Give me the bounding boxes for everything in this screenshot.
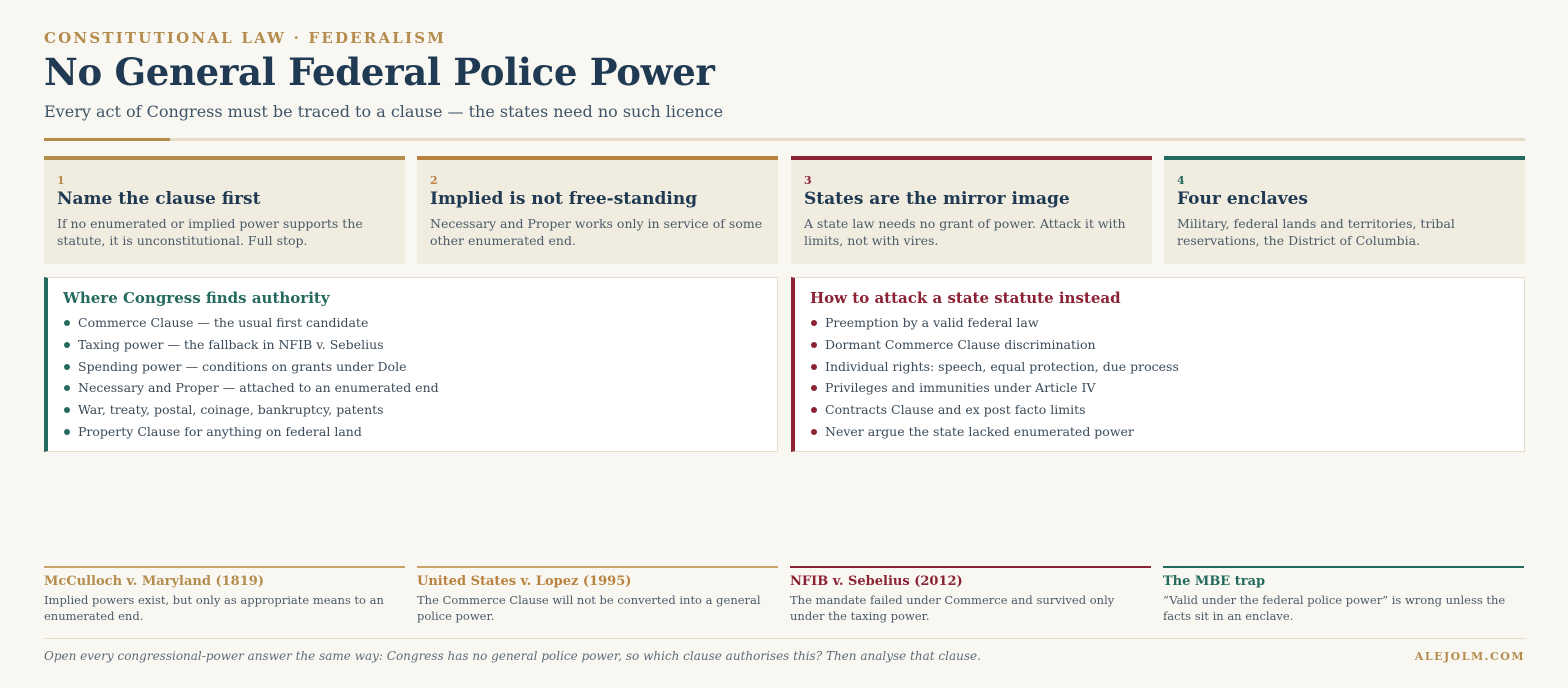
case-body: Implied powers exist, but only as appropriate means to an enumerated end. xyxy=(44,593,384,623)
card-accent-bar xyxy=(44,156,405,160)
page-title: No General Federal Police Power xyxy=(44,50,715,94)
case-mcculloch xyxy=(44,566,405,628)
list-item-text: Dormant Commerce Clause discrimination xyxy=(825,336,1096,352)
case-body: “Valid under the federal police power” is wrong unless the facts sit in an enclave. xyxy=(1163,593,1506,623)
congress-authority-list xyxy=(63,312,762,443)
case-title: United States v. Lopez (1995) xyxy=(417,574,632,589)
card-states-mirror xyxy=(791,156,1152,264)
card-title: Implied is not free-standing xyxy=(430,189,698,209)
case-rule xyxy=(417,566,778,568)
case-lopez xyxy=(417,566,778,628)
card-title: States are the mirror image xyxy=(804,189,1070,209)
list-item-text: Property Clause for anything on federal land xyxy=(78,423,362,439)
principle-cards xyxy=(44,156,1525,264)
card-name-clause xyxy=(44,156,405,264)
bullet-icon xyxy=(811,320,817,326)
list-item-text: Spending power — conditions on grants under Dole xyxy=(78,358,407,374)
list-item xyxy=(810,377,1509,399)
card-body: If no enumerated or implied power supports the statute, it is unconstitutional. Full stop. xyxy=(57,216,363,248)
case-mbe-trap xyxy=(1163,566,1524,628)
case-rule xyxy=(1163,566,1524,568)
bullet-icon xyxy=(811,407,817,413)
bullet-icon xyxy=(811,385,817,391)
list-item xyxy=(63,334,762,356)
bullet-icon xyxy=(64,429,70,435)
card-number: 3 xyxy=(804,174,812,187)
list-item xyxy=(63,399,762,421)
list-item xyxy=(810,312,1509,334)
panel-title: How to attack a state statute instead xyxy=(810,289,1121,307)
list-item xyxy=(810,356,1509,378)
list-item-text: Never argue the state lacked enumerated power xyxy=(825,423,1134,439)
footer-note: Open every congressional-power answer the same way: Congress has no general police power, so which clause authorises this? Then analyse that clause. xyxy=(44,649,981,663)
case-title: NFIB v. Sebelius (2012) xyxy=(790,574,963,589)
list-item-text: War, treaty, postal, coinage, bankruptcy, patents xyxy=(78,402,384,418)
list-item xyxy=(810,421,1509,443)
page xyxy=(44,0,1525,688)
list-item-text: Preemption by a valid federal law xyxy=(825,315,1039,330)
list-item xyxy=(63,312,762,334)
card-number: 1 xyxy=(57,174,65,187)
header-rule-accent xyxy=(44,138,170,141)
card-enclaves xyxy=(1164,156,1525,264)
list-item xyxy=(810,399,1509,421)
case-nfib xyxy=(790,566,1151,628)
list-item-text: Taxing power — the fallback in NFIB v. Sebelius xyxy=(78,336,384,352)
congress-authority-panel xyxy=(44,277,778,452)
list-item xyxy=(810,334,1509,356)
list-item-text: Commerce Clause — the usual first candidate xyxy=(78,315,369,330)
case-strip xyxy=(44,566,1525,628)
card-title: Name the clause first xyxy=(57,189,261,209)
list-item-text: Necessary and Proper — attached to an enumerated end xyxy=(78,380,439,396)
bullet-icon xyxy=(811,342,817,348)
state-statute-panel xyxy=(791,277,1525,452)
card-number: 4 xyxy=(1177,174,1185,187)
bullet-icon xyxy=(64,364,70,370)
case-title: McCulloch v. Maryland (1819) xyxy=(44,574,264,589)
bullet-icon xyxy=(811,364,817,370)
card-accent-bar xyxy=(1164,156,1525,160)
card-title: Four enclaves xyxy=(1177,189,1308,209)
bullet-icon xyxy=(64,320,70,326)
case-body: The mandate failed under Commerce and survived only under the taxing power. xyxy=(790,593,1115,623)
card-body: Necessary and Proper works only in service of some other enumerated end. xyxy=(430,216,763,248)
list-item xyxy=(63,356,762,378)
case-rule xyxy=(790,566,1151,568)
bullet-icon xyxy=(64,407,70,413)
card-body: Military, federal lands and territories, tribal reservations, the District of Columbia. xyxy=(1177,216,1455,248)
case-body: The Commerce Clause will not be converted into a general police power. xyxy=(417,593,761,623)
card-accent-bar xyxy=(417,156,778,160)
footer-rule xyxy=(44,638,1525,639)
state-statute-list xyxy=(810,312,1509,443)
footer-brand[interactable]: ALEJOLM.COM xyxy=(1414,650,1525,663)
card-implied xyxy=(417,156,778,264)
list-item-text: Individual rights: speech, equal protection, due process xyxy=(825,358,1179,374)
card-body: A state law needs no grant of power. Attack it with limits, not with vires. xyxy=(804,216,1126,248)
card-accent-bar xyxy=(791,156,1152,160)
list-item-text: Privileges and immunities under Article IV xyxy=(825,380,1096,396)
bullet-icon xyxy=(64,342,70,348)
list-item xyxy=(63,421,762,443)
list-item xyxy=(63,377,762,399)
header-rule xyxy=(44,138,1525,141)
bullet-icon xyxy=(811,429,817,435)
bullet-icon xyxy=(64,385,70,391)
case-title: The MBE trap xyxy=(1163,574,1266,589)
card-number: 2 xyxy=(430,174,438,187)
panel-title: Where Congress finds authority xyxy=(63,289,330,307)
case-rule xyxy=(44,566,405,568)
eyebrow: CONSTITUTIONAL LAW · FEDERALISM xyxy=(44,29,447,47)
page-subtitle: Every act of Congress must be traced to a clause — the states need no such licence xyxy=(44,102,724,121)
list-item-text: Contracts Clause and ex post facto limits xyxy=(825,402,1086,418)
